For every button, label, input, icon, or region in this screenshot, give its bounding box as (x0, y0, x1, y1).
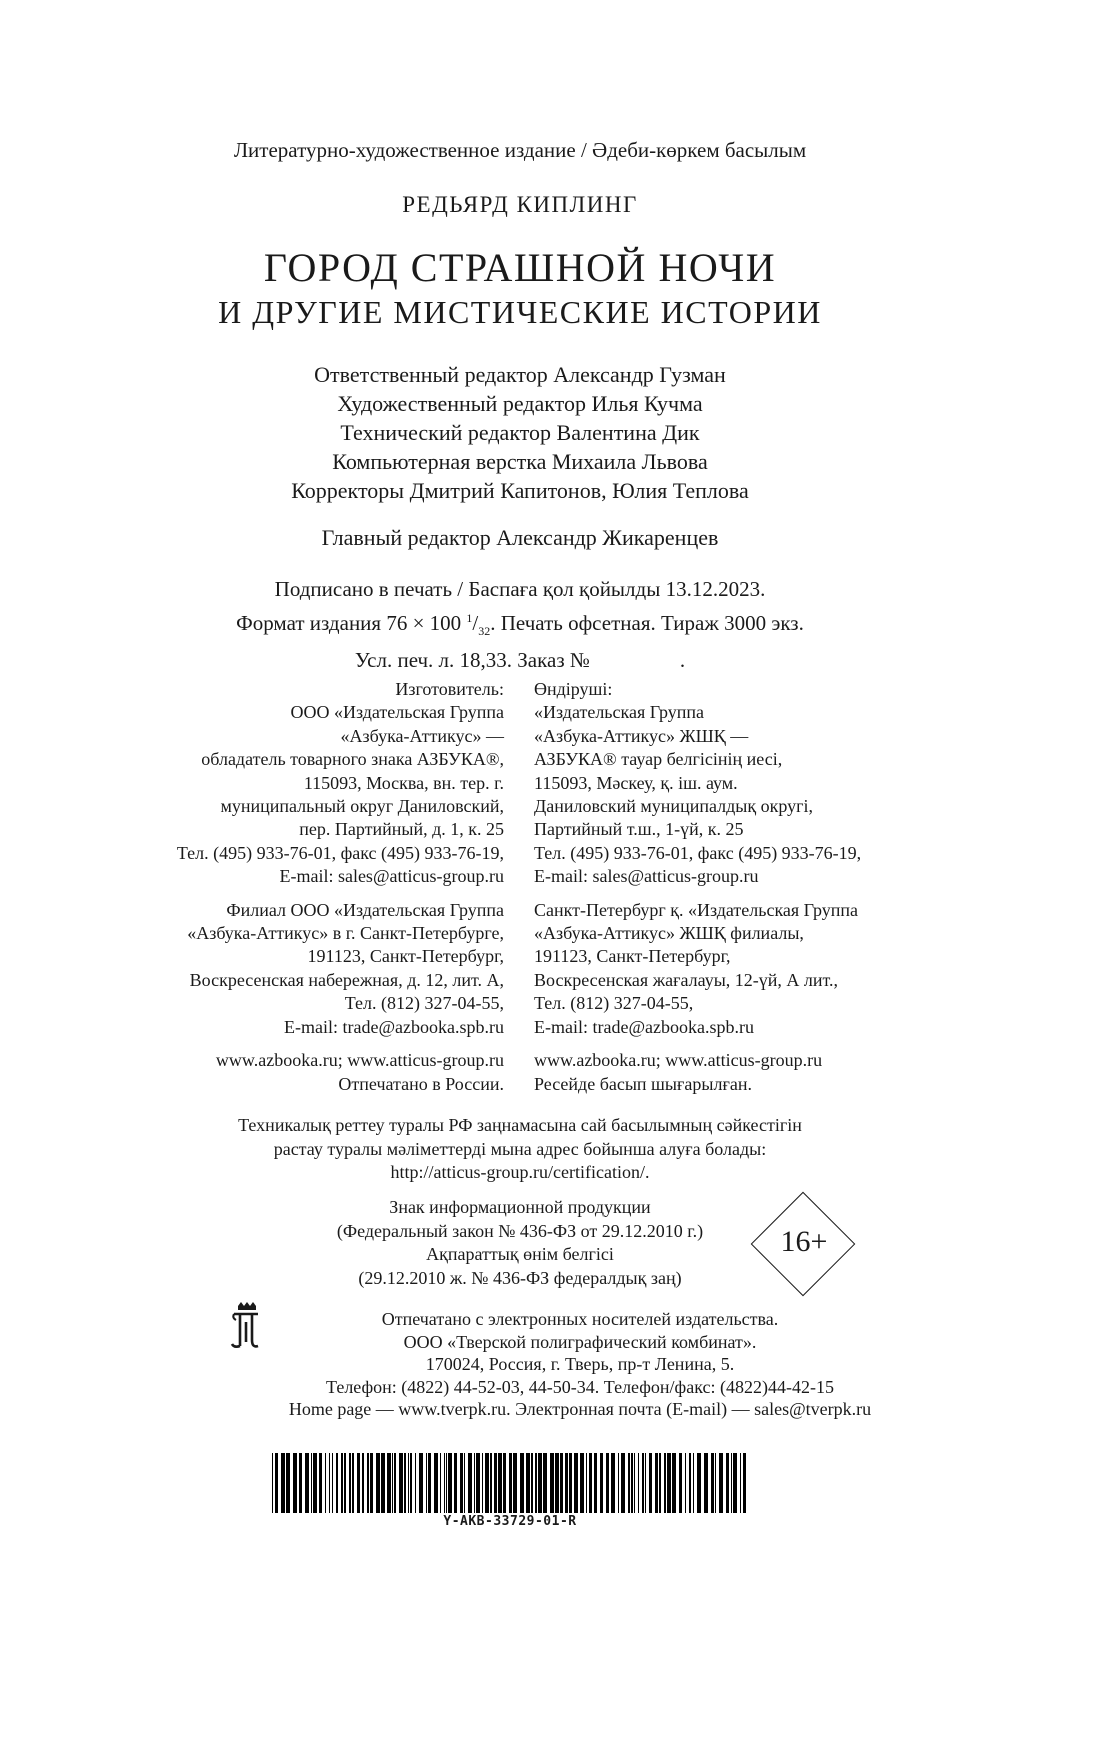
barcode-bar (550, 1453, 554, 1513)
column-kazakh (534, 678, 954, 1096)
tech-line: растау туралы мәліметтерді мына адрес бойынша алуға болады: (273, 1138, 767, 1159)
manufacturer-line: «Издательская Группа (534, 702, 705, 723)
web-line: www.azbooka.ru; www.atticus-group.ru (534, 1050, 823, 1071)
credit-line: Художественный редактор Илья Кучма (337, 391, 703, 416)
manufacturer-line: 115093, Мәскеу, қ. іш. аум. (534, 772, 738, 793)
author-name: РЕДЬЯРД КИПЛИНГ (402, 192, 638, 217)
manufacturer-line: муниципальный округ Даниловский, (220, 796, 504, 817)
barcode-bar (513, 1453, 517, 1513)
barcode-bar (426, 1453, 427, 1513)
age-rating: 16+ (780, 1225, 828, 1258)
barcode-bar (659, 1453, 661, 1513)
barcode-bar (476, 1453, 480, 1513)
barcode-bars (272, 1453, 748, 1513)
credits-block (0, 360, 1040, 505)
barcode-bar (494, 1453, 497, 1513)
print-info (0, 575, 1040, 675)
barcode-bar (606, 1453, 609, 1513)
barcode-bar (399, 1453, 403, 1513)
barcode-bar (319, 1453, 322, 1513)
barcode-bar (311, 1453, 312, 1513)
branch-line: E-mail: trade@azbooka.spb.ru (534, 1016, 754, 1037)
barcode-bar (535, 1453, 537, 1513)
printer-line: ООО «Тверской полиграфический комбинат». (403, 1331, 757, 1352)
barcode-bar (509, 1453, 512, 1513)
branch-line: Тел. (812) 327-04-55, (534, 993, 694, 1014)
barcode-bar (543, 1453, 547, 1513)
format-line: Формат издания 76 × 100 $^1/_{32}$. Печать офсетная. Тираж 3000 экз. (236, 611, 804, 639)
barcode-bar (526, 1453, 530, 1513)
manufacturer-line: ООО «Издательская Группа (290, 702, 504, 723)
manufacturer-line: Өндіруші: (534, 679, 613, 699)
barcode-label: Y-AKB-33729-01-R (443, 1514, 577, 1529)
manufacturer-line: Изготовитель: (395, 679, 504, 699)
barcode-bar (275, 1453, 278, 1513)
credit-line: Технический редактор Валентина Дик (340, 420, 700, 445)
barcode-bar (733, 1453, 737, 1513)
barcode-bar (743, 1453, 746, 1513)
barcode-bar (726, 1453, 729, 1513)
manufacturer-line: 115093, Москва, вн. тер. г. (303, 772, 504, 793)
barcode-bar (474, 1453, 475, 1513)
barcode-bar (649, 1453, 652, 1513)
barcode-bar (460, 1453, 463, 1513)
barcode-bar (503, 1453, 506, 1513)
barcode-bar (565, 1453, 568, 1513)
printer-line: Отпечатано с электронных носителей издательства. (381, 1309, 779, 1329)
info-sign-line: Ақпараттық өнім белгісі (426, 1244, 614, 1264)
barcode-bar (440, 1453, 441, 1513)
barcode (272, 1453, 748, 1513)
tech-regulation (0, 1114, 1040, 1185)
barcode-bar (580, 1453, 584, 1513)
barcode-bar (394, 1453, 396, 1513)
barcode-bar (444, 1453, 445, 1513)
barcode-bar (731, 1453, 732, 1513)
barcode-bar (357, 1453, 360, 1513)
branch-line: E-mail: trade@azbooka.spb.ru (284, 1016, 504, 1037)
branch-line: Воскресенская набережная, д. 12, лит. А, (189, 969, 504, 990)
barcode-bar (362, 1453, 364, 1513)
barcode-bar (664, 1453, 666, 1513)
barcode-bar (679, 1453, 682, 1513)
barcode-bar (293, 1453, 297, 1513)
barcode-bar (655, 1453, 658, 1513)
barcode-bar (594, 1453, 597, 1513)
barcode-bar (286, 1453, 290, 1513)
barcode-bar (638, 1453, 639, 1513)
barcode-bar (415, 1453, 416, 1513)
tech-line: Техникалық реттеу туралы РФ заңнамасына сай басылымның сәйкестігін (238, 1115, 802, 1135)
barcode-bar (376, 1453, 380, 1513)
column-russian (84, 678, 504, 1096)
barcode-bar (299, 1453, 302, 1513)
barcode-bar (600, 1453, 603, 1513)
signed-date: Подписано в печать / Баспаға қол қойылды 13.12.2023. (274, 577, 766, 601)
manufacturer-line: Тел. (495) 933-76-01, факс (495) 933-76-19, (534, 842, 862, 863)
printer-info (60, 1308, 1100, 1421)
barcode-bar (381, 1453, 385, 1513)
manufacturer-line: E-mail: sales@atticus-group.ru (534, 866, 759, 887)
barcode-bar (490, 1453, 492, 1513)
barcode-bar (387, 1453, 391, 1513)
barcode-bar (446, 1453, 447, 1513)
barcode-bar (352, 1453, 354, 1513)
book-title: ГОРОД СТРАШНОЙ НОЧИ (263, 245, 777, 290)
manufacturer-line: Партийный т.ш., 1-үй, к. 25 (534, 819, 744, 840)
manufacturer-line: Даниловский муниципалдық округі, (534, 796, 813, 817)
credit-line: Ответственный редактор Александр Гузман (314, 362, 726, 387)
barcode-bar (410, 1453, 412, 1513)
barcode-bar (711, 1453, 714, 1513)
manufacturer-line: «Азбука-Аттикус» — (340, 725, 504, 746)
info-sign-line: Знак информационной продукции (389, 1197, 651, 1217)
barcode-bar (715, 1453, 716, 1513)
barcode-bar (336, 1453, 338, 1513)
barcode-bar (689, 1453, 691, 1513)
barcode-bar (685, 1453, 686, 1513)
credit-line: Компьютерная верстка Михаила Львова (332, 449, 708, 474)
barcode-bar (305, 1453, 309, 1513)
manufacturer-line: пер. Партийный, д. 1, к. 25 (299, 819, 504, 840)
barcode-bar (313, 1453, 317, 1513)
branch-line: «Азбука-Аттикус» в г. Санкт-Петербурге, (187, 923, 504, 944)
barcode-bar (498, 1453, 502, 1513)
barcode-bar (341, 1453, 343, 1513)
printer-line: Home page — www.tverpk.ru. Электронная почта (E-mail) — sales@tverpk.ru (288, 1399, 872, 1419)
manufacturer-line: «Азбука-Аттикус» ЖШҚ — (534, 725, 749, 746)
barcode-bar (370, 1453, 373, 1513)
barcode-bar (281, 1453, 285, 1513)
branch-line: 191123, Санкт-Петербург, (307, 946, 504, 967)
barcode-bar (468, 1453, 472, 1513)
barcode-bar (704, 1453, 708, 1513)
barcode-bar (448, 1453, 452, 1513)
barcode-bar (344, 1453, 346, 1513)
conditional-line: Усл. печ. л. 18,33. Заказ № . (354, 648, 686, 673)
barcode-bar (631, 1453, 633, 1513)
barcode-bar (621, 1453, 625, 1513)
barcode-bar (419, 1453, 423, 1513)
barcode-bar (618, 1453, 619, 1513)
barcode-bar (697, 1453, 701, 1513)
barcode-bar (482, 1453, 483, 1513)
barcode-bar (392, 1453, 393, 1513)
barcode-bar (538, 1453, 542, 1513)
barcode-bar (740, 1453, 741, 1513)
barcode-bar (454, 1453, 457, 1513)
branch-line: Филиал ООО «Издательская Группа (226, 899, 504, 920)
edition-type: Литературно-художественное издание / Әдеби-көркем басылым (233, 138, 807, 162)
barcode-bar (520, 1453, 524, 1513)
barcode-bar (645, 1453, 646, 1513)
manufacturer-line: Тел. (495) 933-76-01, факс (495) 933-76-19, (176, 842, 504, 863)
manufacturer-line: АЗБУКА® тауар белгісінің иесі, (534, 749, 783, 770)
branch-line: «Азбука-Аттикус» ЖШҚ филиалы, (534, 923, 804, 944)
barcode-bar (672, 1453, 676, 1513)
barcode-bar (642, 1453, 644, 1513)
barcode-bar (404, 1453, 406, 1513)
manufacturer-line: E-mail: sales@atticus-group.ru (279, 866, 504, 887)
chief-editor: Главный редактор Александр Жикаренцев (321, 525, 719, 550)
printer-line: 170024, Россия, г. Тверь, пр-т Ленина, 5. (425, 1354, 735, 1374)
barcode-bar (531, 1453, 533, 1513)
barcode-bar (667, 1453, 671, 1513)
certification-link[interactable]: http://atticus-group.ru/certification/. (390, 1162, 650, 1182)
credit-line: Корректоры Дмитрий Капитонов, Юлия Теплова (291, 478, 749, 503)
barcode-bar (693, 1453, 694, 1513)
barcode-bar (349, 1453, 351, 1513)
info-sign-line: (29.12.2010 ж. № 436-ФЗ федералдық заң) (358, 1267, 682, 1288)
barcode-bar (329, 1453, 330, 1513)
barcode-bar (428, 1453, 431, 1513)
branch-line: 191123, Санкт-Петербург, (534, 946, 731, 967)
web-line: Ресейде басып шығарылған. (534, 1073, 752, 1094)
manufacturer-line: обладатель товарного знака АЗБУКА®, (201, 749, 504, 770)
info-sign-line: (Федеральный закон № 436-ФЗ от 29.12.2010 г.) (336, 1220, 704, 1241)
book-subtitle: И ДРУГИЕ МИСТИЧЕСКИЕ ИСТОРИИ (218, 294, 822, 330)
printer-line: Телефон: (4822) 44-52-03, 44-50-34. Телефон/факс: (4822)44-42-15 (326, 1376, 834, 1397)
barcode-bar (611, 1453, 615, 1513)
barcode-bar (367, 1453, 369, 1513)
barcode-bar (332, 1453, 333, 1513)
branch-line: Воскресенская жағалауы, 12-үй, А лит., (534, 969, 839, 990)
barcode-bar (560, 1453, 563, 1513)
barcode-bar (589, 1453, 592, 1513)
barcode-bar (464, 1453, 465, 1513)
barcode-bar (628, 1453, 630, 1513)
barcode-bar (555, 1453, 559, 1513)
barcode-bar (634, 1453, 635, 1513)
barcode-bar (569, 1453, 572, 1513)
info-product-sign (300, 1196, 740, 1290)
web-line: www.azbooka.ru; www.atticus-group.ru (215, 1050, 504, 1071)
barcode-bar (485, 1453, 489, 1513)
barcode-bar (719, 1453, 723, 1513)
web-line: Отпечатано в России. (338, 1073, 504, 1094)
barcode-bar (574, 1453, 578, 1513)
branch-line: Тел. (812) 327-04-55, (344, 993, 504, 1014)
barcode-bar (272, 1453, 273, 1513)
barcode-bar (325, 1453, 326, 1513)
barcode-bar (408, 1453, 409, 1513)
barcode-bar (586, 1453, 587, 1513)
barcode-bar (434, 1453, 438, 1513)
branch-line: Санкт-Петербург қ. «Издательская Группа (534, 899, 858, 920)
